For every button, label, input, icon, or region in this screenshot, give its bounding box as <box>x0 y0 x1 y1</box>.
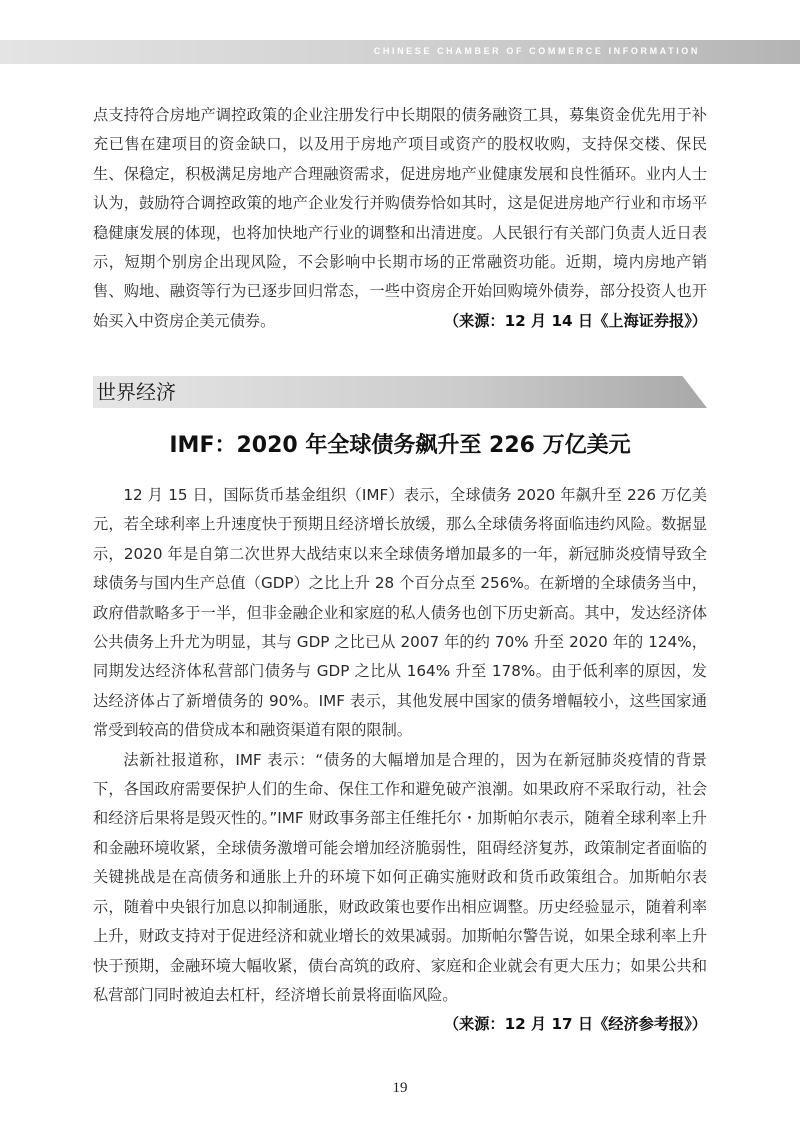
page-number: 19 <box>392 1080 408 1096</box>
section-label: 世界经济 <box>96 380 176 404</box>
article-paragraph-1: 12 月 15 日，国际货币基金组织（IMF）表示，全球债务 2020 年飙升至 226 万亿美元，若全球利率上升速度快于预期且经济增长放缓，那么全球债务将面临违约风险。数据显示，2020 年是自第二次世界大战结束以来全球债务增加最多的一年，新冠肺炎疫情导致全球债务与国内生产总值（GDP）之比上升 28 个百分点至 256%。在新增的全球债务当中，政府借款略多于一半，但非金融企业和家庭的私人债务也创下历史新高。其中，发达经济体公共债务上升尤为明显，其与 GDP 之比已从 2007 年的约 70% 升至 2020 年的 124%，同期发达经济体私营部门债务与 GDP 之比从 164% 升至 178%。由于低利率的原因，发达经济体占了新增债务的 90%。IMF 表示，其他发展中国家的债务增幅较小，这些国家通常受到较高的借贷成本和融资渠道有限的限制。 <box>93 486 707 740</box>
header-title: CHINESE CHAMBER OF COMMERCE INFORMATION <box>373 46 700 56</box>
continuation-text-block <box>93 101 707 336</box>
article-body <box>93 481 707 1040</box>
article-title: IMF：2020 年全球债务飙升至 226 万亿美元 <box>169 433 631 458</box>
article-paragraph-2-text: 法新社报道称，IMF 表示：“债务的大幅增加是合理的，因为在新冠肺炎疫情的背景下，各国政府需要保护人们的生命、保住工作和避免破产浪潮。如果政府不采取行动，社会和经济后果将是毁灭性的。”IMF 财政事务部主任维托尔・加斯帕尔表示，随着全球利率上升和金融环境收紧，全球债务激增可能会增加经济脆弱性，阻碍经济复苏，政策制定者面临的关键挑战是在高债务和通胀上升的环境下如何正确实施财政和货币政策组合。加斯帕尔表示，随着中央银行加息以抑制通胀，财政政策也要作出相应调整。历史经验显示，随着利率上升，财政支持对于促进经济和就业增长的效果减弱。加斯帕尔警告说，如果全球利率上升快于预期，金融环境大幅收紧，债台高筑的政府、家庭和企业就会有更大压力；如果公共和私营部门同时被迫去杠杆，经济增长前景将面临风险。 <box>93 750 707 1004</box>
continuation-text: 点支持符合房地产调控政策的企业注册发行中长期限的债务融资工具，募集资金优先用于补充已售在建项目的资金缺口，以及用于房地产项目或资产的股权收购，支持保交楼、保民生、保稳定，积极满足房地产合理融资需求，促进房地产业健康发展和良性循环。业内人士认为，鼓励符合调控政策的地产企业发行并购债券恰如其时，这是促进房地产行业和市场平稳健康发展的体现，也将加快地产行业的调整和出清进度。人民银行有关部门负责人近日表示，短期个别房企出现风险，不会影响中长期市场的正常融资功能。近期，境内房地产销售、购地、融资等行为已逐步回归常态，一些中资房企开始回购境外债券，部分投资人也开始买入中资房企美元债券。 <box>93 106 707 330</box>
continuation-paragraph <box>93 101 707 336</box>
article-paragraph-2 <box>93 746 707 1034</box>
continuation-source: （来源：12 月 14 日《上海证券报》） <box>443 311 707 330</box>
section-bar <box>93 376 707 408</box>
article-source: （来源：12 月 17 日《经济参考报》） <box>443 1015 707 1034</box>
